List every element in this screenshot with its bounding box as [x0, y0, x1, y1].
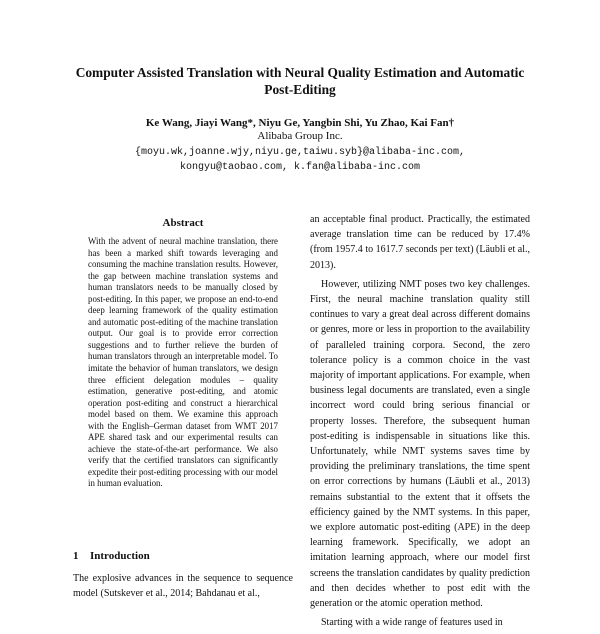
author-emails	[60, 145, 540, 175]
section-heading-introduction	[73, 550, 150, 562]
paper-title: Computer Assisted Translation with Neural Quality Estimation and Automatic Post-Editing	[75, 65, 525, 97]
abstract-heading: Abstract	[162, 217, 204, 229]
section-number: 1	[73, 550, 79, 562]
right-paragraph-2: However, utilizing NMT poses two key challenges. First, the neural machine translation quality still continues to vary a great deal across different domains or genres, more or less in proportion to the availability of paralleled training corpora. Second, the zero tolerance policy is a common choice in the vast majority of important applications. For example, when business legal documents are translated, even a single incorrect word could bring serious financial or property losses. Therefore, the subsequent human post-editing is indispensable in situations like this. Unfortunately, while NMT systems saves time by providing the preliminary translations, the time spent on error corrections by humans (Läubli et al., 2013) remains substantial to the extent that it offsets the efficiency gained by the NMT systems. In this paper, we explore automatic post-editing (APE) in the deep learning framework. Specifically, we adopt an imitation learning approach, where our model first screens the translation candidates by quality prediction and then decides whether to post edit with the generation or the atomic operation method.	[310, 278, 530, 610]
introduction-text: The explosive advances in the sequence to sequence model (Sutskever et al., 2014; Bahdanau et al.,	[73, 573, 293, 599]
affiliation: Alibaba Group Inc.	[257, 130, 343, 142]
abstract-text: With the advent of neural machine translation, there has been a marked shift towards leveraging and consuming the machine translation results. However, the gap between machine translation systems and human translators needs to be manually closed by post-editing. In this paper, we propose an end-to-end deep learning framework of the quality estimation and automatic post-editing of the machine translation output. Our goal is to provide error correction suggestions and to further relieve the burden of human translators through an interpretable model. To imitate the behavior of human translators, we design three efficient delegation modules – quality estimation, generative post-editing, and atomic operation post-editing and construct a hierarchical model based on them. We examine this approach with the English–German dataset from WMT 2017 APE shared task and our experimental results can achieve the state-of-the-art performance. We also verify that the certified translators can significantly expedite their post-editing processing with our model in human evaluation.	[88, 236, 278, 489]
section-title: Introduction	[90, 550, 150, 562]
author-list: Ke Wang, Jiayi Wang*, Niyu Ge, Yangbin Shi, Yu Zhao, Kai Fan†	[145, 117, 455, 129]
right-paragraph-1: an acceptable final product. Practically, the estimated average translation time can be reduced by 17.4% (from 1957.4 to 1617.7 seconds per text) (Läubli et al., 2013).	[310, 214, 530, 271]
right-paragraph-3: Starting with a wide range of features used in	[321, 617, 503, 629]
emails-line-2: kongyu@taobao.com, k.fan@alibaba-inc.com	[179, 162, 421, 173]
right-column	[310, 212, 530, 634]
emails-line-1: {moyu.wk,joanne.wjy,niyu.ge,taiwu.syb}@alibaba-inc.com,	[134, 147, 466, 158]
